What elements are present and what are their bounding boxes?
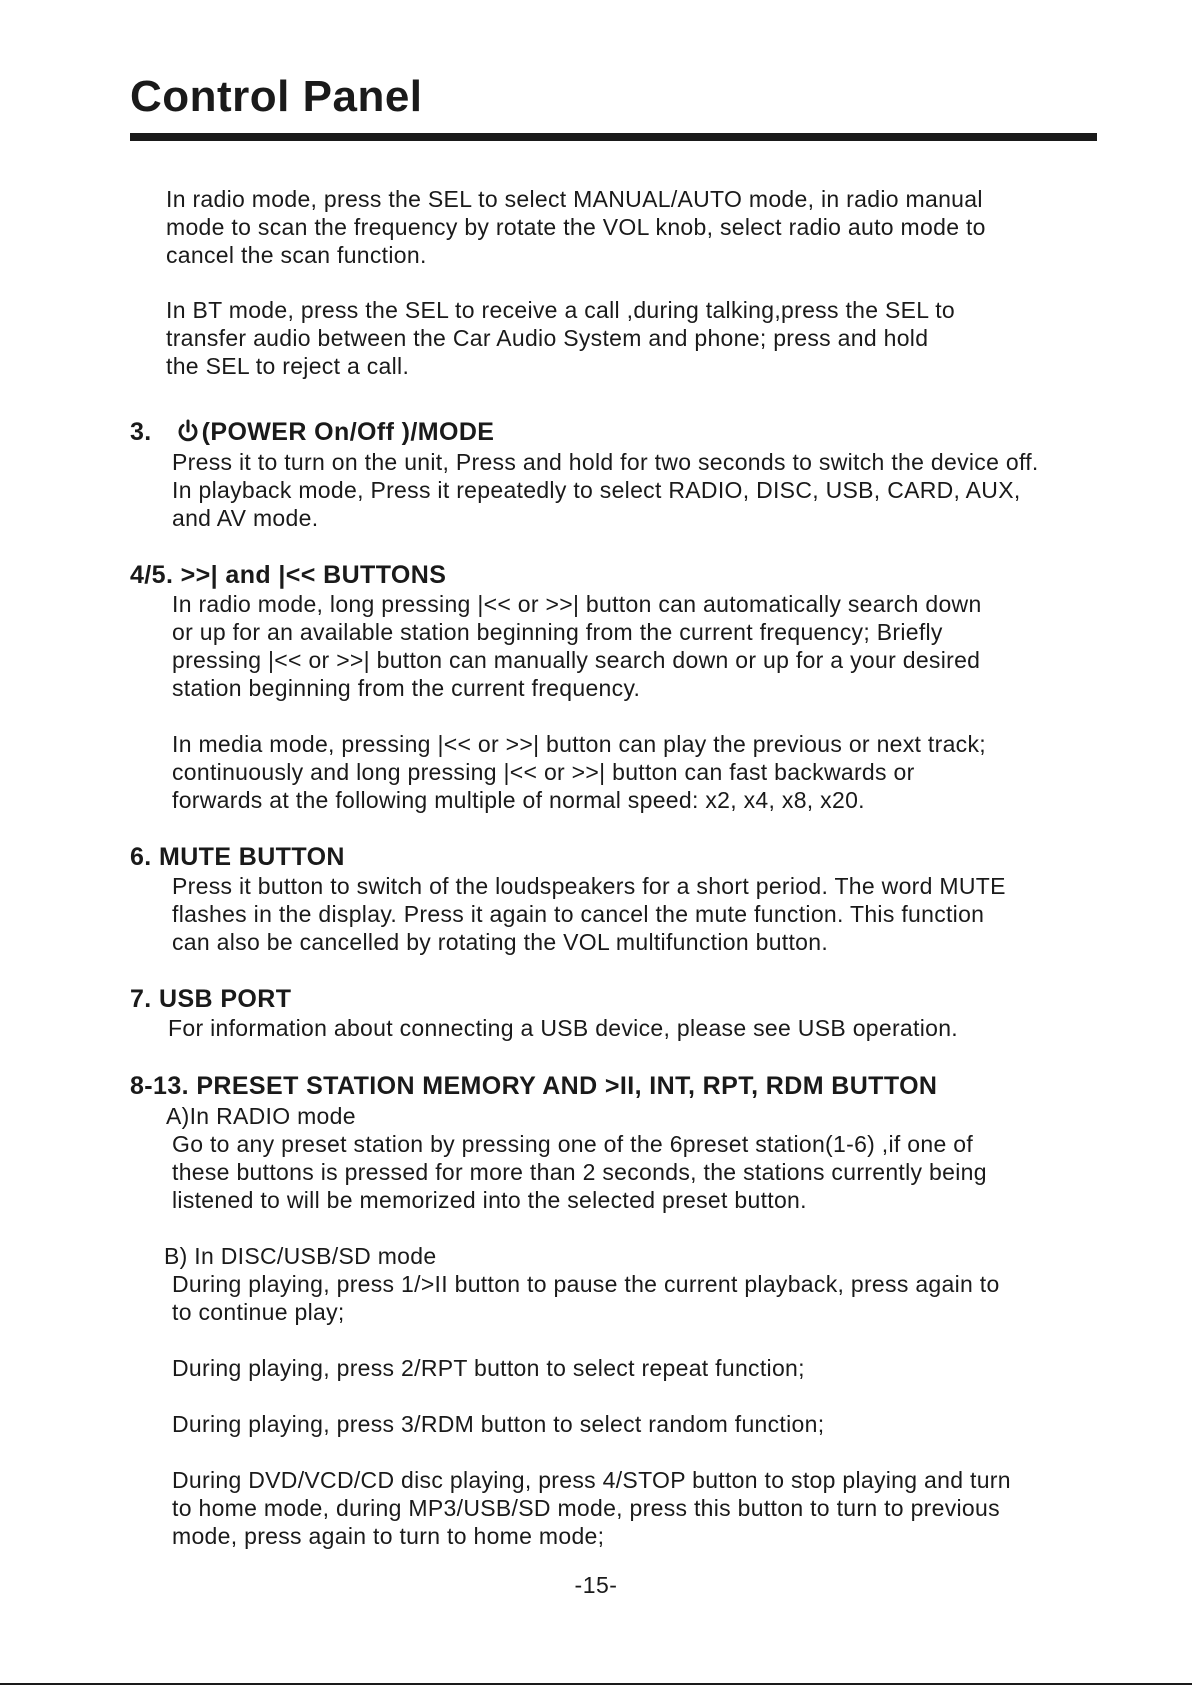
text-line: Press it to turn on the unit, Press and hold for two seconds to switch the device off. xyxy=(172,449,1039,475)
text-line: mode, press again to turn to home mode; xyxy=(172,1523,605,1549)
section-seek-radio-body xyxy=(172,590,982,702)
text-line: can also be cancelled by rotating the VOL multifunction button. xyxy=(172,929,829,955)
text-line: listened to will be memorized into the selected preset button. xyxy=(172,1187,807,1213)
preset-disc-random: During playing, press 3/RDM button to select random function; xyxy=(172,1411,825,1437)
title-rule xyxy=(130,133,1097,141)
text-line: transfer audio between the Car Audio System and phone; press and hold xyxy=(166,325,929,351)
preset-disc-repeat: During playing, press 2/RPT button to select repeat function; xyxy=(172,1355,805,1381)
text-line: these buttons is pressed for more than 2 seconds, the stations currently being xyxy=(172,1159,987,1185)
text-line: During playing, press 1/>II button to pause the current playback, press again to xyxy=(172,1271,1000,1297)
text-line: the SEL to reject a call. xyxy=(166,353,410,379)
section-usb-heading: 7. USB PORT xyxy=(130,985,292,1013)
preset-disc-pause xyxy=(172,1270,1000,1326)
intro-bt-paragraph xyxy=(166,296,955,380)
text-line: Go to any preset station by pressing one of the 6preset station(1-6) ,if one of xyxy=(172,1131,974,1157)
section-usb-body xyxy=(168,1014,958,1042)
section-power-body xyxy=(172,448,1039,532)
text-line: Press it button to switch of the loudspeakers for a short period. The word MUTE xyxy=(172,873,1006,899)
preset-radio-body xyxy=(172,1130,987,1214)
text-line: For information about connecting a USB device, please see USB operation. xyxy=(168,1015,958,1041)
text-line: and AV mode. xyxy=(172,505,319,531)
text-line: forwards at the following multiple of normal speed: x2, x4, x8, x20. xyxy=(172,787,865,813)
section-number: 3. xyxy=(130,418,152,446)
text-line: cancel the scan function. xyxy=(166,242,427,268)
section-power-heading xyxy=(130,418,494,450)
text-line: During DVD/VCD/CD disc playing, press 4/STOP button to stop playing and turn xyxy=(172,1467,1011,1493)
section-seek-heading: 4/5. >>| and |<< BUTTONS xyxy=(130,561,447,589)
text-line: to home mode, during MP3/USB/SD mode, press this button to turn to previous xyxy=(172,1495,1000,1521)
page-title: Control Panel xyxy=(130,72,423,121)
page-number: -15- xyxy=(574,1572,618,1598)
text-line: or up for an available station beginning from the current frequency; Briefly xyxy=(172,619,943,645)
section-preset-heading: 8-13. PRESET STATION MEMORY AND >II, INT, RPT, RDM BUTTON xyxy=(130,1072,938,1100)
text-line: mode to scan the frequency by rotate the VOL knob, select radio auto mode to xyxy=(166,214,986,240)
preset-disc-label: B) In DISC/USB/SD mode xyxy=(164,1243,437,1269)
text-line: In BT mode, press the SEL to receive a call ,during talking,press the SEL to xyxy=(166,297,956,323)
text-line: continuously and long pressing |<< or >>| button can fast backwards or xyxy=(172,759,915,785)
text-line: In playback mode, Press it repeatedly to select RADIO, DISC, USB, CARD, AUX, xyxy=(172,477,1021,503)
text-line: In media mode, pressing |<< or >>| button can play the previous or next track; xyxy=(172,731,986,757)
section-mute-heading: 6. MUTE BUTTON xyxy=(130,843,345,871)
section-title: (POWER On/Off )/MODE xyxy=(201,418,495,446)
power-icon xyxy=(176,419,200,450)
text-line: flashes in the display. Press it again to cancel the mute function. This function xyxy=(172,901,985,927)
section-seek-media-body xyxy=(172,730,986,814)
section-mute-body xyxy=(172,872,1006,956)
text-line: In radio mode, press the SEL to select MANUAL/AUTO mode, in radio manual xyxy=(166,186,983,212)
text-line: station beginning from the current frequency. xyxy=(172,675,641,701)
preset-radio-label: A)In RADIO mode xyxy=(166,1103,356,1129)
intro-radio-paragraph xyxy=(166,185,986,269)
text-line: to continue play; xyxy=(172,1299,345,1325)
text-line: pressing |<< or >>| button can manually search down or up for a your desired xyxy=(172,647,981,673)
preset-disc-stop xyxy=(172,1466,1011,1550)
text-line: In radio mode, long pressing |<< or >>| button can automatically search down xyxy=(172,591,982,617)
